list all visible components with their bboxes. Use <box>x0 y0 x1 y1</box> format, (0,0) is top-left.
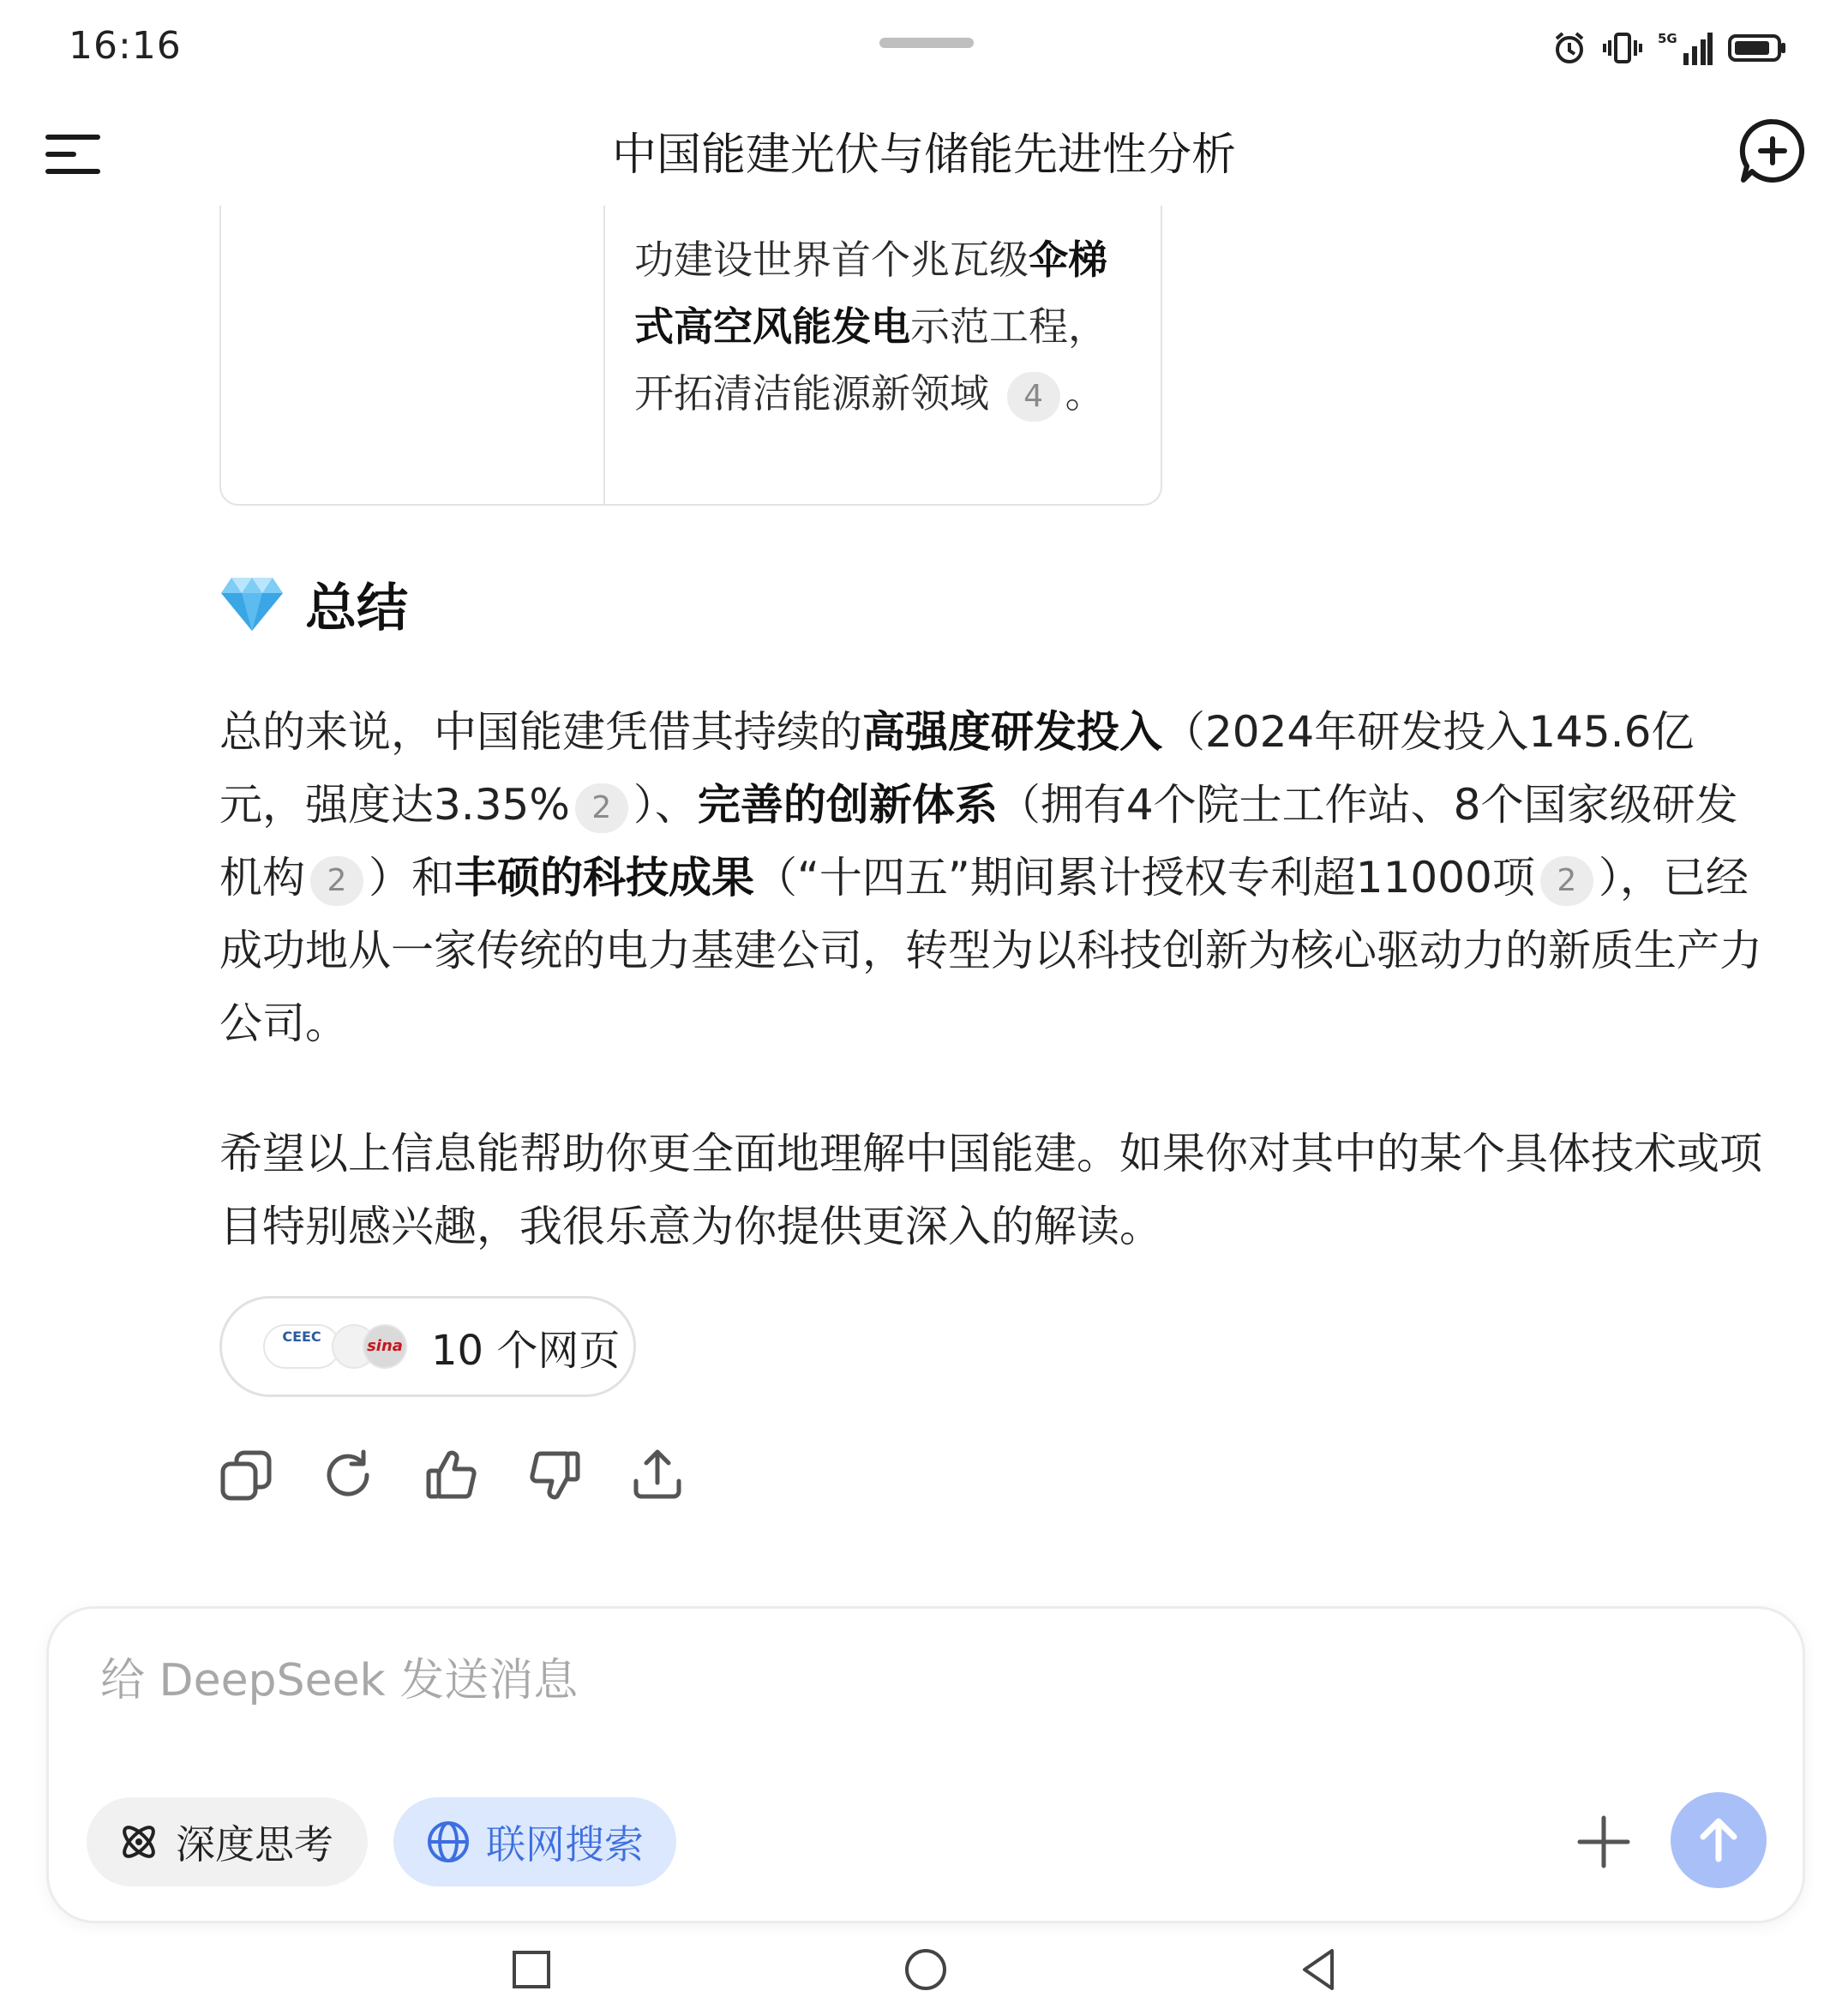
paragraph-text: ），已经成功地从一家传统的电力基建公司，转型为以科技创新为核心驱动力的新质生产力公司。 <box>219 853 1762 1048</box>
signal-icon <box>1658 29 1713 67</box>
message-input[interactable] <box>100 1646 1472 1715</box>
status-icons <box>1551 22 1788 74</box>
paragraph-bold: 高强度研发投入 <box>862 707 1162 757</box>
cell-text-part: 功建设世界首个兆瓦级 <box>634 237 1029 283</box>
network-type: 5G <box>1658 31 1677 46</box>
cell-tail: 。 <box>1065 370 1105 417</box>
sina-logo: sina <box>363 1324 407 1369</box>
battery-icon <box>1728 31 1788 65</box>
vibrate-icon <box>1603 30 1642 66</box>
paragraph-text: ）和 <box>369 853 454 903</box>
header <box>0 94 1848 206</box>
summary-heading <box>219 566 408 643</box>
grab-handle[interactable] <box>879 38 974 48</box>
status-bar <box>0 0 1848 94</box>
thumbs-down-icon[interactable] <box>528 1448 581 1502</box>
send-button[interactable] <box>1671 1792 1767 1888</box>
message-actions <box>219 1448 684 1517</box>
citation-badge[interactable]: 2 <box>575 783 628 833</box>
page-title: 中国能建光伏与储能先进性分析 <box>611 129 1236 181</box>
sources-label: 10 个网页 <box>431 1326 621 1375</box>
paragraph-text: ）、 <box>633 780 698 830</box>
citation-badge[interactable]: 4 <box>1007 372 1060 422</box>
system-nav-bar <box>0 1939 1848 2009</box>
alarm-icon <box>1551 30 1587 66</box>
sources-button[interactable] <box>219 1296 636 1397</box>
message-composer <box>46 1606 1805 1923</box>
recent-apps-icon[interactable] <box>506 1944 557 1995</box>
plus-icon[interactable] <box>1575 1813 1633 1871</box>
share-icon[interactable] <box>631 1448 684 1502</box>
new-chat-icon[interactable] <box>1738 117 1807 185</box>
thumbs-up-icon[interactable] <box>425 1448 478 1502</box>
table-column-divider <box>603 206 605 504</box>
globe-icon <box>426 1820 471 1864</box>
status-time: 16:16 <box>69 24 182 68</box>
table-fragment <box>219 206 1162 506</box>
gem-icon <box>219 574 285 634</box>
arrow-up-icon <box>1693 1814 1744 1866</box>
summary-paragraph <box>219 696 1762 1060</box>
citation-badge[interactable]: 2 <box>1540 856 1593 906</box>
paragraph-bold: 完善的创新体系 <box>697 780 998 830</box>
paragraph-text: （“十四五”期间累计授权专利超11000项 <box>754 853 1535 903</box>
table-cell <box>634 226 1123 427</box>
copy-icon[interactable] <box>219 1448 273 1502</box>
regenerate-icon[interactable] <box>322 1448 375 1502</box>
paragraph-text: （拥有4个院士工作站、8个国家级研发机构 <box>219 780 1738 903</box>
paragraph-text: 总的来说，中国能建凭借其持续的 <box>219 707 862 757</box>
citation-badge[interactable]: 2 <box>310 856 363 906</box>
deep-think-toggle[interactable] <box>87 1797 368 1886</box>
ceec-logo: CEEC <box>263 1324 340 1369</box>
home-icon[interactable] <box>900 1944 951 1995</box>
web-search-label: 联网搜索 <box>486 1821 644 1868</box>
cell-text-bold: 伞梯式高空风能发电 <box>634 237 1107 350</box>
summary-title: 总结 <box>305 579 408 639</box>
deep-think-label: 深度思考 <box>176 1821 333 1868</box>
closing-paragraph: 希望以上信息能帮助你更全面地理解中国能建。如果你对其中的某个具体技术或项目特别感兴趣，我很乐意为你提供更深入的解读。 <box>219 1129 1762 1251</box>
paragraph-bold: 丰硕的科技成果 <box>454 853 754 903</box>
web-search-toggle[interactable] <box>393 1797 676 1886</box>
source-logos <box>263 1321 409 1372</box>
back-icon[interactable] <box>1294 1944 1346 1995</box>
paragraph-text: （2024年研发投入145.6亿元，强度达3.35% <box>219 707 1695 830</box>
atom-icon <box>117 1820 160 1863</box>
cell-text-part: 示范工程，开拓清洁能源新领域 <box>634 303 1107 417</box>
